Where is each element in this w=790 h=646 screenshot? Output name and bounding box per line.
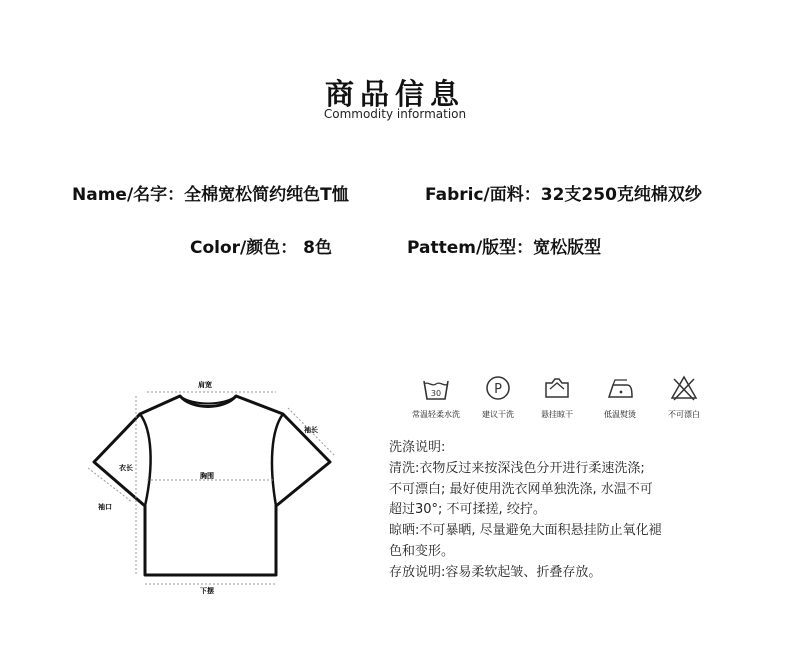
hem-label: 下摆 <box>200 587 214 595</box>
wash-line: 色和变形。 <box>389 543 455 559</box>
page-subtitle: Commodity information <box>323 107 467 121</box>
wash-30-icon <box>421 373 451 403</box>
chest-label: 胸围 <box>200 472 214 480</box>
wash-heading: 洗涤说明: <box>389 440 446 455</box>
care-label-hang-dry: 悬挂晾干 <box>541 410 573 419</box>
sleeve-length-label: 袖长 <box>304 426 318 434</box>
care-label-wash: 常温轻柔水洗 <box>412 410 460 419</box>
spec-color: Color/颜色： 8色 <box>190 238 333 258</box>
wash-line: 清洗:衣物反过来按深浅色分开进行柔速洗涤; <box>389 460 645 476</box>
care-label-iron: 低温熨烫 <box>604 410 636 419</box>
spec-pattern: Pattem/版型：宽松版型 <box>407 238 602 258</box>
wash-line: 存放说明:容易柔软起皱、折叠存放。 <box>389 564 602 580</box>
low-temp-iron-icon <box>605 373 635 403</box>
washing-instructions <box>389 438 709 584</box>
care-label-dry-clean: 建议干洗 <box>482 410 514 419</box>
no-bleach-icon <box>669 373 699 403</box>
spec-fabric: Fabric/面料：32支250克纯棉双纱 <box>425 185 702 205</box>
care-label-no-bleach: 不可漂白 <box>668 410 700 419</box>
cuff-label: 袖口 <box>98 503 112 511</box>
spec-name: Name/名字：全棉宽松简约纯色T恤 <box>72 185 349 205</box>
page-title: 商品信息 <box>324 77 465 111</box>
body-length-label: 衣长 <box>119 464 133 472</box>
svg-text:30: 30 <box>430 389 442 398</box>
wash-line: 不可漂白; 最好使用洗衣网单独洗涤, 水温不可 <box>389 481 653 497</box>
svg-text:P: P <box>494 382 502 397</box>
wash-line: 超过30°; 不可揉搓, 绞拧。 <box>389 502 546 518</box>
hang-dry-icon <box>542 373 572 403</box>
wash-line: 晾晒:不可暴晒, 尽量避免大面积悬挂防止氧化褪 <box>389 523 662 539</box>
tshirt-outline <box>94 396 330 575</box>
shoulder-label: 肩宽 <box>198 381 212 389</box>
dry-clean-p-icon <box>483 373 513 403</box>
tshirt-diagram <box>80 370 350 605</box>
